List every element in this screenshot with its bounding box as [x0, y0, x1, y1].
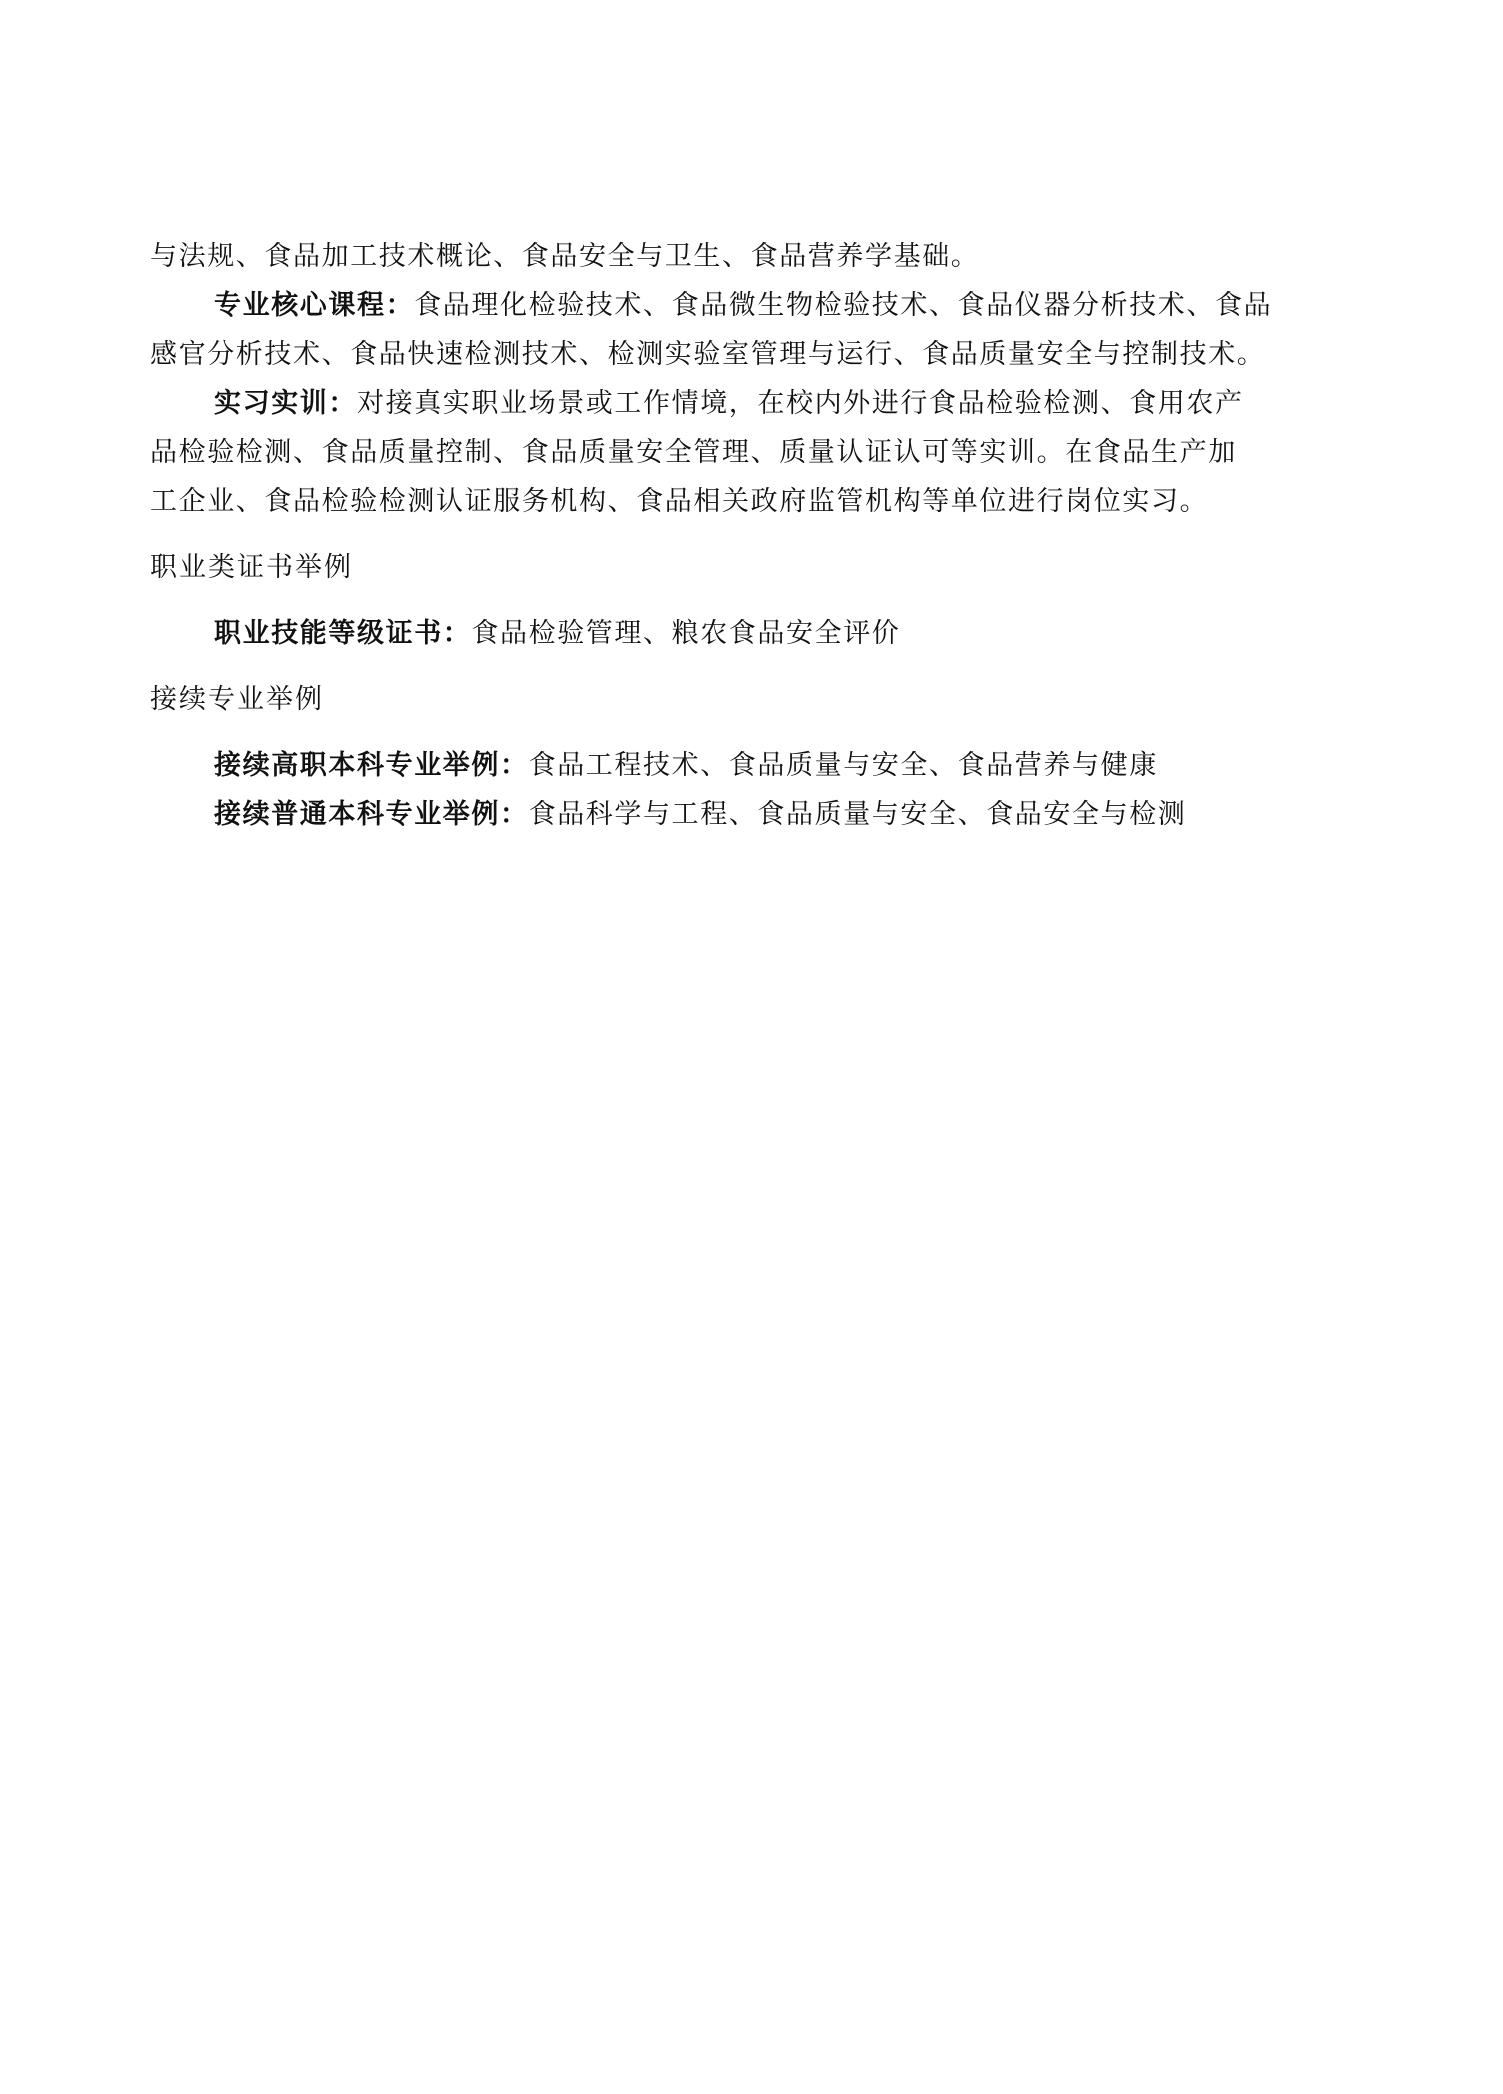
continuation-heading: 接续专业举例	[150, 684, 324, 715]
higher-vocational-line	[150, 741, 1360, 790]
higher-vocational-value: 食品工程技术、食品质量与安全、食品营养与健康	[528, 750, 1158, 781]
higher-vocational-label: 接续高职本科专业举例：	[214, 750, 529, 781]
internship-label: 实习实训：	[214, 388, 357, 419]
undergraduate-value: 食品科学与工程、食品质量与安全、食品安全与检测	[528, 799, 1187, 830]
basic-courses-continuation: 与法规、食品加工技术概论、食品安全与卫生、食品营养学基础。	[150, 241, 980, 272]
undergraduate-label: 接续普通本科专业举例：	[214, 799, 529, 830]
internship-line-1	[150, 379, 1360, 428]
core-courses-label: 专业核心课程：	[214, 290, 415, 321]
internship-line-2: 品检验检测、食品质量控制、食品质量安全管理、质量认证认可等实训。在食品生产加	[150, 437, 1237, 468]
spacer	[150, 592, 1360, 609]
undergraduate-line	[150, 790, 1360, 839]
certificates-label: 职业技能等级证书：	[214, 618, 472, 649]
internship-line-3: 工企业、食品检验检测认证服务机构、食品相关政府监管机构等单位进行岗位实习。	[150, 486, 1209, 517]
certificates-heading: 职业类证书举例	[150, 552, 353, 583]
core-courses-line-1	[150, 281, 1360, 330]
certificates-line	[150, 609, 1360, 658]
spacer	[150, 658, 1360, 675]
core-courses-text-1: 食品理化检验技术、食品微生物检验技术、食品仪器分析技术、食品	[414, 290, 1273, 321]
document-body	[150, 232, 1360, 839]
core-courses-line-2: 感官分析技术、食品快速检测技术、检测实验室管理与运行、食品质量安全与控制技术。	[150, 339, 1266, 370]
internship-text-1: 对接真实职业场景或工作情境，在校内外进行食品检验检测、食用农产	[357, 388, 1244, 419]
certificates-value: 食品检验管理、粮农食品安全评价	[471, 618, 901, 649]
spacer	[150, 526, 1360, 543]
spacer	[150, 724, 1360, 741]
